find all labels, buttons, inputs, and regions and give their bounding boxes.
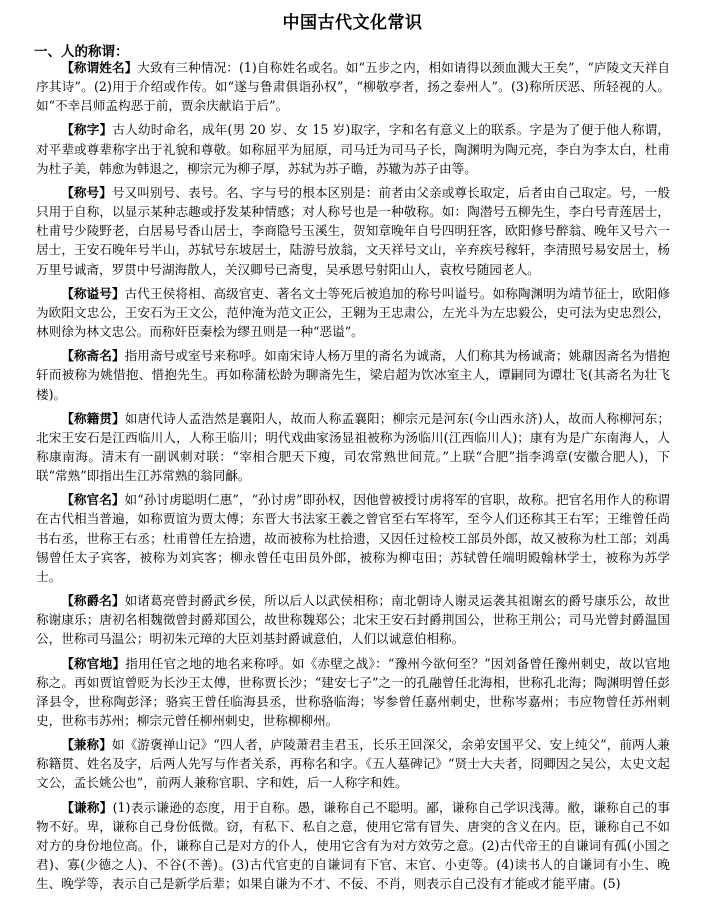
paragraph-text: (1)表示谦逊的态度，用于自称。愚，谦称自己不聪明。鄙，谦称自己学识浅薄。敝，谦称自己的事物不好。卑，谦称自己身份低微。窃，有私下、私自之意，使用它常有冒失、唐突的含义在内。臣，谦称自己不如对方的身份地位高。仆，谦称自己是对方的仆人，使用它含有为对方效劳之意。(2)古代帝王的自谦词有孤(小国之君)、寡(少德之人)、不谷(不善)。(3)古代官吏的自谦词有下官、末官、小吏等。(4)读书人的自谦词有小生、晚生、晚学等，表示自己是新学后辈；如果自谦为不才、不佞、不肖，则表示自己没有才能或才能平庸。(5): [36, 799, 671, 892]
term-label: 称字: [73, 122, 100, 138]
term-label: 称斋名: [73, 348, 112, 364]
paragraph-text: 指用任官之地的地名来称呼。如《赤壁之战》：“豫州今欲何至？”因刘备曾任豫州刺史，故以官地称之。再如贾谊曾贬为长沙王太傅，世称贾长沙；“建安七子”之一的孔融曾任北海相，世称孔北海；陶渊明曾任彭泽县令，世称陶彭泽；骆宾王曾任临海县丞，世称骆临海；岑参曾任嘉州刺史，世称岑嘉州；韦应物曾任苏州刺史，世称韦苏州；柳宗元曾任柳州刺史，世称柳柳州。: [36, 655, 671, 728]
term-label: 称谥号: [73, 285, 112, 301]
term-label: 称籍贯: [73, 410, 113, 426]
paragraph-name: 【称谓姓名】大致有三种情况：(1)自称姓名或名。如“五步之内，相如请得以颈血溅大王矣”，“庐陵文天祥自序其诗”。(2)用于介绍或作传。如“遂与鲁肃俱诣孙权”，“柳敬亭者，扬之泰州人”。(3)称所厌恶、所轻视的人。如“不幸吕师孟构恶于前，贾余庆献谄于后”。: [36, 60, 671, 114]
paragraph-posthumous-name: 【称谥号】古代王侯将相、高级官吏、著名文士等死后被追加的称号叫谥号。如称陶渊明为靖节征士，欧阳修为欧阳文忠公，王安石为王文公，范仲淹为范文正公，王翱为王忠肃公，左光斗为左忠毅公，史可法为史忠烈公，林则徐为林文忠公。而称奸臣秦桧为缪丑则是一种“恶谥”。: [36, 285, 671, 340]
term-label: 兼称: [73, 737, 100, 753]
paragraph-noble-title: 【称爵名】如诸葛亮曾封爵武乡侯，所以后人以武侯相称；南北朝诗人谢灵运袭其祖谢玄的爵号康乐公，故世称谢康乐；唐初名相魏徵曾封爵郑国公，故世称魏郑公；北宋王安石封爵荆国公，世称王荆公；司马光曾封爵温国公，世称司马温公；明初朱元璋的大臣刘基封爵诚意伯，人们以诚意伯相称。: [36, 593, 671, 647]
paragraph-text: 如诸葛亮曾封爵武乡侯，所以后人以武侯相称；南北朝诗人谢灵运袭其祖谢玄的爵号康乐公，故世称谢康乐；唐初名相魏徵曾封爵郑国公，故世称魏郑公；北宋王安石封爵荆国公，世称王荆公；司马光曾封爵温国公，世称司马温公；明初朱元璋的大臣刘基封爵诚意伯，人们以诚意伯相称。: [36, 593, 671, 647]
section-heading: 一、人的称谓：: [34, 44, 129, 60]
paragraph-text: 指用斋号或室号来称呼。如南宋诗人杨万里的斋名为诚斋，人们称其为杨诚斋；姚鼐因斋名为惜抱轩而被称为姚惜抱、惜抱先生。再如称蒲松龄为聊斋先生，梁启超为饮冰室主人，谭嗣同为谭壮飞(其斋名为壮飞楼)。: [36, 348, 671, 402]
paragraph-text: 大致有三种情况：(1)自称姓名或名。如“五步之内，相如请得以颈血溅大王矣”，“庐陵文天祥自序其诗”。(2)用于介绍或作传。如“遂与鲁肃俱诣孙权”，“柳敬亭者，扬之泰州人”。(3)称所厌恶、所轻视的人。如“不幸吕师孟构恶于前，贾余庆献谄于后”。: [36, 60, 671, 114]
paragraph-courtesy-name: 【称字】古人幼时命名，成年(男 20 岁、女 15 岁)取字，字和名有意义上的联系。字是为了便于他人称谓，对平辈或尊辈称字出于礼貌和尊敬。如称屈平为屈原，司马迁为司马子长，陶渊明为陶元亮，李白为李太白，杜甫为杜子美，韩愈为韩退之，柳宗元为柳子厚，苏轼为苏子瞻，苏辙为苏子由等。: [36, 122, 671, 176]
paragraph-text: 古人幼时命名，成年(男 20 岁、女 15 岁)取字，字和名有意义上的联系。字是为了便于他人称谓，对平辈或尊辈称字出于礼貌和尊敬。如称屈平为屈原，司马迁为司马子长，陶渊明为陶元亮，李白为李太白，杜甫为杜子美，韩愈为韩退之，柳宗元为柳子厚，苏轼为苏子瞻，苏辙为苏子由等。: [36, 122, 671, 176]
term-label: 称爵名: [73, 593, 112, 609]
document-title: 中国古代文化常识: [282, 13, 423, 33]
paragraph-combined: 【兼称】如《游褒禅山记》“四人者，庐陵萧君圭君玉，长乐王回深父，余弟安国平父、安上纯父”，前两人兼称籍贯、姓名及字，后两人先写与作者关系，再称名和字。《五人墓碑记》“贤士大夫者，冏卿因之吴公，太史文起文公，孟长姚公也”，前两人兼称官职、字和姓，后一人称字和姓。: [36, 737, 671, 791]
paragraph-text: 如唐代诗人孟浩然是襄阳人，故而人称孟襄阳；柳宗元是河东(今山西永济)人，故而人称柳河东；北宋王安石是江西临川人，人称王临川；明代戏曲家汤显祖被称为汤临川(江西临川人)；康有为是广东南海人，人称康南海。清末有一副讽刺对联：“宰相合肥天下瘦，司农常熟世间荒。”上联“合肥”指李鸿章(安徽合肥人)，下联“常熟”即指出生江苏常熟的翁同龢。: [36, 410, 671, 484]
paragraph-humble: 【谦称】(1)表示谦逊的态度，用于自称。愚，谦称自己不聪明。鄙，谦称自己学识浅薄。敝，谦称自己的事物不好。卑，谦称自己身份低微。窃，有私下、私自之意，使用它常有冒失、唐突的含义在内。臣，谦称自己不如对方的身份地位高。仆，谦称自己是对方的仆人，使用它含有为对方效劳之意。(2)古代帝王的自谦词有孤(小国之君)、寡(少德之人)、不谷(不善)。(3)古代官吏的自谦词有下官、末官、小吏等。(4)读书人的自谦词有小生、晚生、晚学等，表示自己是新学后辈；如果自谦为不才、不佞、不肖，则表示自己没有才能或才能平庸。(5): [36, 799, 671, 892]
paragraph-art-name: 【称号】号又叫别号、表号。名、字与号的根本区别是：前者由父亲或尊长取定，后者由自己取定。号，一般只用于自称，以显示某种志趣或抒发某种情感；对人称号也是一种敬称。如：陶潜号五柳先生，李白号青莲居士，杜甫号少陵野老，白居易号香山居士，李商隐号玉溪生，贺知章晚年自号四明狂客，欧阳修号醉翁、晚年又号六一居士，王安石晚年号半山，苏轼号东坡居士，陆游号放翁，文天祥号文山，辛弃疾号稼轩，李清照号易安居士，杨万里号诚斋，罗贯中号湖海散人，关汉卿号已斋叟，吴承恩号射阳山人，袁枚号随园老人。: [36, 184, 671, 277]
paragraph-native-place: 【称籍贯】如唐代诗人孟浩然是襄阳人，故而人称孟襄阳；柳宗元是河东(今山西永济)人，故而人称柳河东；北宋王安石是江西临川人，人称王临川；明代戏曲家汤显祖被称为汤临川(江西临川人)；康有为是广东南海人，人称康南海。清末有一副讽刺对联：“宰相合肥天下瘦，司农常熟世间荒。”上联“合肥”指李鸿章(安徽合肥人)，下联“常熟”即指出生江苏常熟的翁同龢。: [36, 410, 671, 484]
paragraph-office-place: 【称官地】指用任官之地的地名来称呼。如《赤壁之战》：“豫州今欲何至？”因刘备曾任豫州刺史，故以官地称之。再如贾谊曾贬为长沙王太傅，世称贾长沙；“建安七子”之一的孔融曾任北海相，世称孔北海；陶渊明曾任彭泽县令，世称陶彭泽；骆宾王曾任临海县丞，世称骆临海；岑参曾任嘉州刺史，世称岑嘉州；韦应物曾任苏州刺史，世称韦苏州；柳宗元曾任柳州刺史，世称柳柳州。: [36, 655, 671, 728]
term-label: 称官名: [73, 492, 112, 508]
term-label: 称官地: [74, 655, 113, 671]
term-label: 称号: [73, 184, 100, 200]
paragraph-text: 号又叫别号、表号。名、字与号的根本区别是：前者由父亲或尊长取定，后者由自己取定。号，一般只用于自称，以显示某种志趣或抒发某种情感；对人称号也是一种敬称。如：陶潜号五柳先生，李白号青莲居士，杜甫号少陵野老，白居易号香山居士，李商隐号玉溪生，贺知章晚年自号四明狂客，欧阳修号醉翁、晚年又号六一居士，王安石晚年号半山，苏轼号东坡居士，陆游号放翁，文天祥号文山，辛弃疾号稼轩，李清照号易安居士，杨万里号诚斋，罗贯中号湖海散人，关汉卿号已斋叟，吴承恩号射阳山人，袁枚号随园老人。: [36, 184, 671, 277]
paragraph-text: 如“孙讨虏聪明仁惠”，“孙讨虏”即孙权，因他曾被授讨虏将军的官职，故称。把官名用作人的称谓在古代相当普遍，如称贾谊为贾太傅；东晋大书法家王羲之曾官至右军将军，至今人们还称其王右军；王维曾任尚书右丞，世称王右丞；杜甫曾任左拾遗，故而被称为杜拾遗，又因任过检校工部员外郎，故又被称为杜工部；刘禹锡曾任太子宾客，被称为刘宾客；柳永曾任屯田员外郎，被称为柳屯田；苏轼曾任端明殿翰林学士，被称为苏学士。: [36, 492, 670, 584]
term-label: 谦称: [74, 799, 100, 815]
paragraph-text: 古代王侯将相、高级官吏、著名文士等死后被追加的称号叫谥号。如称陶渊明为靖节征士，欧阳修为欧阳文忠公，王安石为王文公，范仲淹为范文正公，王翱为王忠肃公，左光斗为左忠毅公，史可法为史忠烈公，林则徐为林文忠公。而称奸臣秦桧为缪丑则是一种“恶谥”。: [36, 285, 671, 340]
paragraph-text: 如《游褒禅山记》“四人者，庐陵萧君圭君玉，长乐王回深父，余弟安国平父、安上纯父”，前两人兼称籍贯、姓名及字，后两人先写与作者关系，再称名和字。《五人墓碑记》“贤士大夫者，冏卿因之吴公，太史文起文公，孟长姚公也”，前两人兼称官职、字和姓，后一人称字和姓。: [36, 737, 671, 791]
paragraph-studio-name: 【称斋名】指用斋号或室号来称呼。如南宋诗人杨万里的斋名为诚斋，人们称其为杨诚斋；姚鼐因斋名为惜抱轩而被称为姚惜抱、惜抱先生。再如称蒲松龄为聊斋先生，梁启超为饮冰室主人，谭嗣同为谭壮飞(其斋名为壮飞楼)。: [36, 348, 671, 402]
term-label: 称谓姓名: [73, 60, 125, 75]
document-body: [36, 58, 670, 898]
paragraph-official-title: 【称官名】如“孙讨虏聪明仁惠”，“孙讨虏”即孙权，因他曾被授讨虏将军的官职，故称。把官名用作人的称谓在古代相当普遍，如称贾谊为贾太傅；东晋大书法家王羲之曾官至右军将军，至今人们还称其王右军；王维曾任尚书右丞，世称王右丞；杜甫曾任左拾遗，故而被称为杜拾遗，又因任过检校工部员外郎，故又被称为杜工部；刘禹锡曾任太子宾客，被称为刘宾客；柳永曾任屯田员外郎，被称为柳屯田；苏轼曾任端明殿翰林学士，被称为苏学士。: [36, 492, 670, 584]
